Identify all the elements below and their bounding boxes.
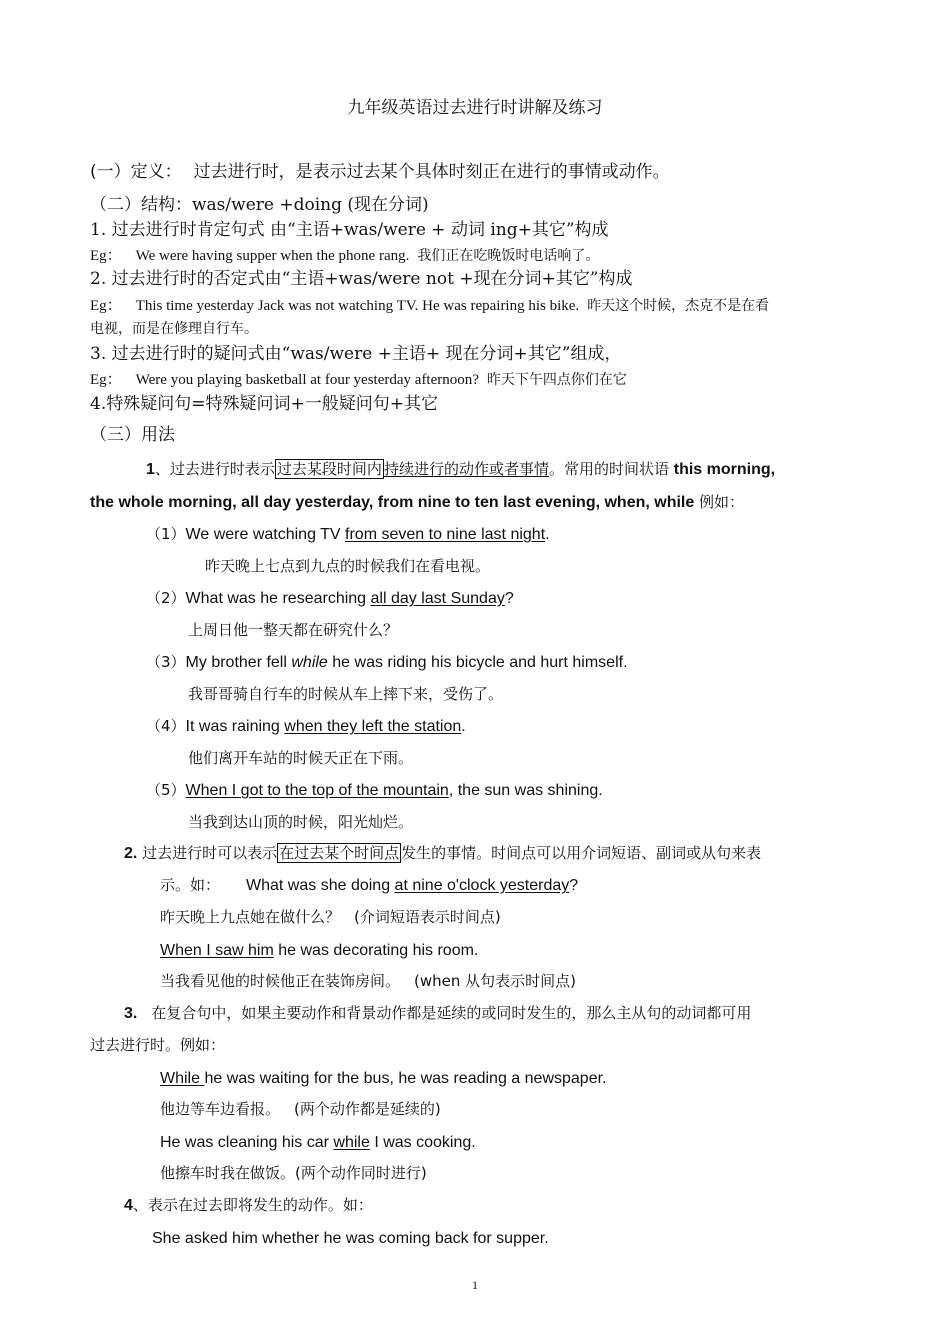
time-adverbials: the whole morning, all day yesterday, from nine to ten last evening, when, while: [90, 494, 695, 511]
usage-2-cont: [160, 877, 578, 895]
usage-example-5-cn: 当我到达山顶的时候，阳光灿烂。: [188, 813, 414, 831]
boxed-phrase: 在过去某个时间点: [279, 844, 400, 862]
ex-text: It was raining: [185, 718, 285, 735]
usage-num: 3.: [124, 1005, 138, 1022]
usage-example-1-cn: 昨天晚上七点到九点的时候我们在看电视。: [205, 557, 491, 575]
eg-cn: 我们正在吃晚饭时电话响了。: [417, 248, 600, 264]
example-2: [90, 298, 769, 315]
eg-label: Eg：: [90, 248, 122, 264]
ex-underlined: When I got to the top of the mountain: [185, 782, 449, 799]
structure-item-4: 4.特殊疑问句=特殊疑问词+一般疑问句+其它: [90, 394, 438, 414]
usage-3: [124, 1005, 751, 1023]
usage-text: 。常用的时间状语: [548, 460, 669, 478]
usage-1: [146, 461, 775, 479]
usage-example-1: [146, 526, 550, 544]
ex-note: (两个动作同时进行): [295, 1164, 427, 1182]
usage-text: 在复合句中，如果主要动作和背景动作都是延续的或同时发生的，那么主从句的动词都可用: [151, 1004, 752, 1022]
underlined-phrase: 持续进行的动作或者事情: [383, 460, 549, 478]
example-2-cont: 电视，而是在修理自行车。: [90, 321, 258, 337]
page-title: 九年级英语过去进行时讲解及练习: [347, 98, 603, 118]
ex-num: （2）: [146, 589, 186, 607]
ex-num: （4）: [146, 717, 186, 735]
usage-text: 发生的事情。时间点可以用介词短语、副词或从句来表: [401, 844, 762, 862]
usage-num: 4: [124, 1197, 133, 1214]
ex-text: he was riding his bicycle and hurt himself.: [327, 654, 628, 671]
ex-text: ?: [504, 590, 514, 607]
eg-cn: 昨天这个时候，杰克不是在看: [587, 298, 770, 314]
ex-num: （3）: [146, 653, 186, 671]
boxed-phrase: 过去某段时间内: [276, 460, 382, 478]
ex-note: (when 从句表示时间点): [414, 972, 576, 990]
ex-cn: 当我看见他的时候他正在装饰房间。: [160, 972, 401, 990]
ex-text: What was she doing: [246, 877, 395, 894]
section-usage: （三）用法: [90, 425, 175, 445]
usage-3-example-1: [160, 1070, 606, 1088]
usage-num: 1: [146, 461, 155, 478]
usage-example-2-cn: 上周日他一整天都在研究什么？: [188, 621, 399, 639]
eg-en: We were having supper when the phone rang.: [135, 248, 410, 264]
ex-note: (两个动作都是延续的): [294, 1100, 441, 1118]
ex-text: He was cleaning his car: [160, 1134, 334, 1151]
ex-cn: 昨天晚上九点她在做什么？: [160, 908, 341, 926]
eg-label: Eg：: [90, 298, 122, 314]
ex-text: My brother fell: [185, 654, 292, 671]
ex-underlined: while: [333, 1134, 370, 1151]
structure-item-1: 1. 过去进行时肯定句式 由“主语+was/were + 动词 ing+其它”构成: [90, 220, 609, 240]
ex-text: I was cooking.: [369, 1134, 476, 1151]
ex-num: （5）: [146, 781, 186, 799]
ex-underlined: when they left the station: [284, 718, 462, 735]
usage-example-3: [146, 654, 628, 672]
structure-item-2: 2. 过去进行时的否定式由“主语+was/were not +现在分词+其它”构成: [90, 269, 633, 289]
ex-text: .: [461, 718, 466, 735]
ex-italic: while: [291, 654, 328, 671]
usage-1-cont: [90, 494, 744, 512]
ex-text: , the sun was shining.: [448, 782, 603, 799]
section-structure: （二）结构：was/were +doing (现在分词): [90, 195, 429, 215]
ex-text: What was he researching: [185, 590, 371, 607]
usage-3-cn-2: [160, 1165, 427, 1182]
ex-note: (介词短语表示时间点): [354, 908, 501, 926]
usage-3-cont: 过去进行时。例如：: [90, 1036, 226, 1054]
section-text: 过去进行时，是表示过去某个具体时刻正在进行的事情或动作。: [193, 162, 670, 182]
ex-text: he was decorating his room.: [273, 942, 479, 959]
page-number: 1: [472, 1278, 478, 1292]
usage-3-example-2: [160, 1134, 476, 1152]
example-3: [90, 372, 627, 389]
usage-text: 、过去进行时表示: [154, 460, 275, 478]
section-definition: [90, 163, 670, 183]
ex-underlined: all day last Sunday: [370, 590, 505, 607]
ex-underlined: from seven to nine last night: [345, 526, 546, 543]
eg-cn: 昨天下午四点你们在它: [486, 372, 627, 388]
eg-en: Were you playing basketball at four yesterday afternoon?: [135, 372, 479, 388]
usage-4: [124, 1197, 373, 1215]
ex-cn: 他擦车时我在做饭。: [160, 1164, 296, 1182]
usage-num: 2.: [124, 845, 138, 862]
usage-2-example: [160, 942, 478, 960]
usage-text: 示。如：: [160, 876, 221, 894]
structure-item-3: 3. 过去进行时的疑问式由“was/were +主语+ 现在分词+其它”组成，: [90, 344, 622, 364]
usage-example-4-cn: 他们离开车站的时候天正在下雨。: [188, 749, 414, 767]
ex-cn: 他边等车边看报。: [160, 1100, 281, 1118]
example-1: [90, 248, 599, 265]
usage-2: [124, 845, 761, 863]
ex-text: ?: [569, 877, 579, 894]
ex-underlined: at nine o'clock yesterday: [394, 877, 570, 894]
time-adverbials: this morning,: [673, 461, 776, 478]
ex-num: （1）: [146, 525, 186, 543]
usage-example-2: [146, 590, 514, 608]
usage-2-cn-2: [160, 973, 576, 990]
ex-underlined: While: [160, 1070, 205, 1087]
usage-text: 过去进行时可以表示: [137, 844, 278, 862]
eg-en: This time yesterday Jack was not watching TV. He was repairing his bike.: [135, 298, 580, 314]
ex-text: .: [545, 526, 550, 543]
section-label: (一）定义：: [90, 162, 182, 182]
usage-2-cn-1: [160, 909, 501, 926]
usage-example-3-cn: 我哥哥骑自行车的时候从车上摔下来，受伤了。: [188, 685, 504, 703]
usage-example-5: [146, 782, 603, 800]
usage-example-4: [146, 718, 466, 736]
usage-3-cn-1: [160, 1101, 441, 1118]
usage-text: 、表示在过去即将发生的动作。如：: [132, 1196, 373, 1214]
usage-text: 例如：: [699, 493, 745, 511]
ex-text: We were watching TV: [185, 526, 346, 543]
usage-4-example: She asked him whether he was coming back for supper.: [152, 1230, 549, 1247]
ex-underlined: When I saw him: [160, 942, 274, 959]
ex-text: he was waiting for the bus, he was reading a newspaper.: [204, 1070, 607, 1087]
eg-label: Eg：: [90, 372, 122, 388]
